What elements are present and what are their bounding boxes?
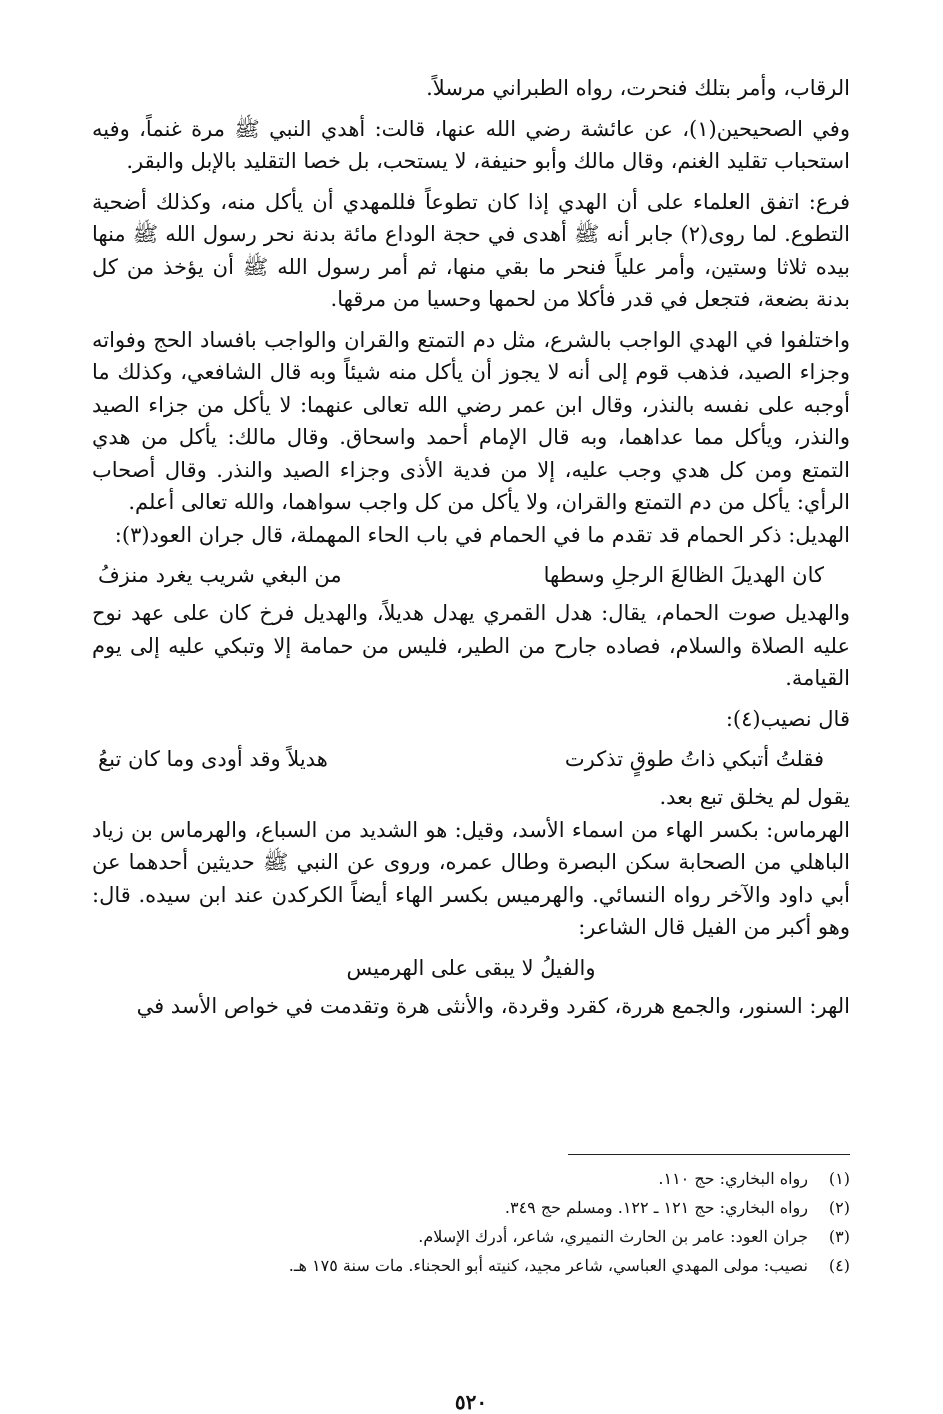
footnotes [92, 1164, 850, 1280]
footnote-text: نصيب: مولى المهدي العباسي، شاعر مجيد، كنيته أبو الحجناء. مات سنة ١٧٥ هـ. [288, 1256, 808, 1275]
footnote-number: (٤) [828, 1256, 850, 1275]
page-number: ٥٢٠ [454, 1390, 488, 1414]
paragraph-8: يقول لم يخلق تبع بعد. [659, 785, 850, 809]
verse-1-first-hemistich: كان الهديلَ الظالعَ الرجلِ وسطها [543, 563, 824, 587]
footnote-divider [568, 1154, 850, 1155]
verse-1-second-hemistich: من البغي شريب يغرد منزفُ [98, 563, 342, 587]
footnote-3 [92, 1222, 850, 1251]
footnote-text: جران العود: عامر بن الحارث النميري، شاعر، أدرك الإسلام. [418, 1227, 808, 1246]
paragraph-6: والهديل صوت الحمام، يقال: هدل القمري يهدل هديلاً، والهديل فرخ كان على عهد نوح عليه الصلاة والسلام، فصاده جارح من الطير، فليس من حمامة إلا وتبكي عليه إلى يوم القيامة. [92, 601, 850, 690]
paragraph-2: وفي الصحيحين(١)، عن عائشة رضي الله عنها، قالت: أهدي النبي ﷺ مرة غنماً، وفيه استحباب تقليد الغنم، وقال مالك وأبو حنيفة، لا يستحب، بل خصا التقليد بالإبل والبقر. [92, 116, 850, 173]
footnote-2 [92, 1193, 850, 1222]
footnote-text: رواه البخاري: حج ١١٠. [658, 1169, 808, 1188]
paragraph-10: الهر: السنور، والجمع هررة، كقرد وقردة، والأنثى هرة وتقدمت في خواص الأسد في [136, 993, 850, 1018]
paragraph-7: قال نصيب(٤): [725, 706, 850, 731]
footnote-1 [92, 1164, 850, 1193]
paragraph-3: فرع: اتفق العلماء على أن الهدي إذا كان تطوعاً فللمهدي أن يأكل منه، وكذلك أضحية التطوع. لما روى(٢) جابر أنه ﷺ أهدى في حجة الوداع مائة بدنة نحر رسول الله ﷺ منها بيده ثلاثا وستين، وأمر علياً فنحر ما بقي منها، ثم أمر رسول الله ﷺ أن يؤخذ من كل بدنة بضعة، فتجعل في قدر فأكلا من لحمها وحسيا من مرقها. [92, 189, 851, 311]
verse-1 [92, 559, 850, 591]
paragraph-1: الرقاب، وأمر بتلك فنحرت، رواه الطبراني مرسلاً. [426, 76, 850, 100]
page-body [92, 72, 851, 1414]
footnote-number: (١) [828, 1169, 850, 1188]
verse-3: والفيلُ لا يبقى على الهرميس [346, 955, 596, 980]
verse-2-first-hemistich: فقلتُ أتبكي ذاتُ طوقٍ تذكرت [564, 747, 824, 771]
paragraph-5: الهديل: ذكر الحمام قد تقدم ما في الحمام في باب الحاء المهملة، قال جران العود(٣): [114, 522, 850, 547]
verse-2-second-hemistich: هديلاً وقد أودى وما كان تبعُ [98, 747, 328, 771]
paragraph-9: الهرماس: بكسر الهاء من اسماء الأسد، وقيل: هو الشديد من السباع، والهرماس بن زياد الباهلي من الصحابة سكن البصرة وطال عمره، وروى عن النبي ﷺ حديثين أحدهما عن أبي داود والآخر رواه النسائي. والهرميس بكسر الهاء أيضاً الكركدن عند ابن سيده. قال: وهو أكبر من الفيل قال الشاعر: [92, 817, 850, 939]
footnote-number: (٣) [828, 1227, 850, 1246]
footnote-number: (٢) [828, 1198, 850, 1217]
footnote-text: رواه البخاري: حج ١٢١ ـ ١٢٢. ومسلم حج ٣٤٩. [504, 1198, 808, 1217]
footnote-4 [92, 1251, 850, 1280]
paragraph-4: واختلفوا في الهدي الواجب بالشرع، مثل دم التمتع والقران والواجب بافساد الحج وفواته وجزاء الصيد، فذهب قوم إلى أنه لا يجوز أن يأكل منه شيئاً وبه قال الشافعي، وكذلك ما أوجبه على نفسه بالنذر، وقال ابن عمر رضي الله تعالى عنهما: لا يأكل من جزاء الصيد والنذر، ويأكل مما عداهما، وبه قال الإمام أحمد واسحاق. وقال مالك: يأكل من هدي التمتع ومن كل هدي وجب عليه، إلا من فدية الأذى وجزاء الصيد والنذر. وقال أصحاب الرأي: يأكل من دم التمتع والقران، ولا يأكل من كل واجب سواهما، والله تعالى أعلم. [92, 327, 850, 514]
verse-2 [92, 743, 850, 775]
